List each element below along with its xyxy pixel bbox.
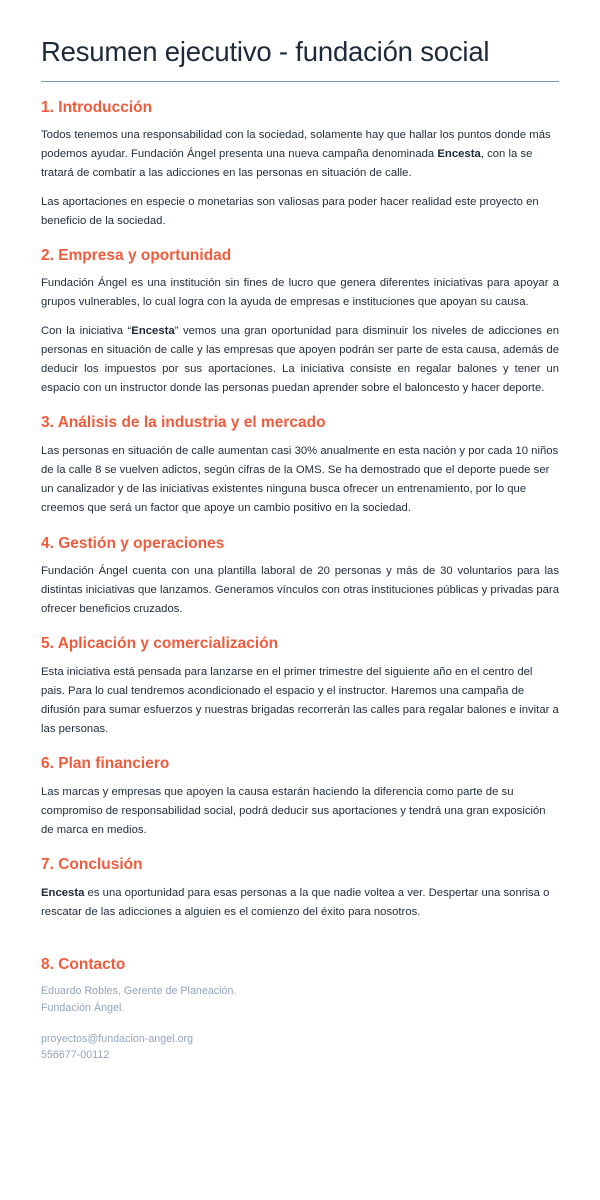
- sections-container: [41, 98, 559, 937]
- section-heading-5-aplicacion-y-comercializacion: 5. Aplicación y comercialización: [41, 635, 279, 653]
- contact-details: [41, 983, 559, 1064]
- body-text: Con la iniciativa “: [41, 324, 132, 337]
- section-heading-2-empresa-y-oportunidad: 2. Empresa y oportunidad: [41, 247, 232, 265]
- emphasis-text: Encesta: [131, 324, 175, 337]
- paragraph: [41, 322, 559, 399]
- contact-organization: Fundación Ángel.: [41, 1001, 125, 1014]
- spacer: [41, 398, 559, 413]
- section-heading-3-analisis-de-la-industria-y-el-mercado: 3. Análisis de la industria y el mercado: [41, 414, 326, 432]
- spacer: [41, 937, 559, 955]
- section-6-plan-financiero: [41, 754, 559, 840]
- contact-email[interactable]: proyectos@fundacion-angel.org: [41, 1032, 194, 1045]
- spacer: [41, 840, 559, 855]
- body-text: Fundación Ángel es una institución sin fines de lucro que genera diferentes iniciativas para apoyar a grupos vulnerables, lo cual logra con la ayuda de empresas e instituciones que apoyan su causa.: [41, 277, 559, 309]
- title-divider: [41, 81, 559, 82]
- emphasis-text: Encesta: [437, 148, 481, 161]
- paragraph: [41, 442, 559, 519]
- paragraph: [41, 783, 559, 841]
- paragraph: [41, 884, 559, 922]
- contact-name-role: Eduardo Robles, Gerente de Planeación.: [41, 985, 237, 998]
- section-4-gestion-y-operaciones: [41, 534, 559, 620]
- body-text: es una oportunidad para esas personas a la que nadie voltea a ver. Despertar una sonrisa o rescatar de las adicciones a alguien es el comienzo del éxito para nosotros.: [41, 886, 550, 918]
- section-heading-4-gestion-y-operaciones: 4. Gestión y operaciones: [41, 534, 225, 552]
- body-text: Esta iniciativa está pensada para lanzarse en el primer trimestre del siguiente año en el centro del pais. Para lo cual tendremos acondicionado el espacio y el instructor. Haremos una campaña de difusión para sumar esfuerzos y nuestras brigadas recorrerán las calles para regalar balones e invitar a las personas.: [41, 665, 559, 736]
- contact-phone[interactable]: 556677-00112: [41, 1049, 110, 1062]
- section-heading-1-introduccion: 1. Introducción: [41, 98, 153, 116]
- spacer: [41, 739, 559, 754]
- section-heading-7-conclusion: 7. Conclusión: [41, 856, 143, 874]
- body-text: , con la se tratará de combatir a las adicciones en las personas en situación de calle.: [41, 148, 533, 180]
- body-text: ” vemos una gran oportunidad para disminuir los niveles de adicciones en personas en situación de calle y las empresas que apoyen podrán ser parte de esta causa, además de deducir los impuestos por sus aportaciones. La iniciativa consiste en regalar balones y tener un espacio con un instructor donde las personas puedan aprender sobre el baloncesto y hacer deporte.: [41, 324, 559, 395]
- section-2-empresa-y-oportunidad: [41, 246, 559, 398]
- paragraph: [41, 562, 559, 620]
- body-text: Las personas en situación de calle aumentan casi 30% anualmente en esta nación y por cada 10 niños de la calle 8 se vuelven adictos, según cifras de la OMS. Se ha demostrado que el deporte puede ser un canalizador y de las iniciativas existentes ninguna busca ofrecer un entrenamiento, por lo que creemos que será un factor que apoye un cambio positivo en la sociedad.: [41, 444, 559, 515]
- body-text: Todos tenemos una responsabilidad con la sociedad, solamente hay que hallar los puntos donde más podemos ayudar. Fundación Ángel presenta una nueva campaña denominada: [41, 129, 551, 161]
- section-1-introduccion: [41, 98, 559, 231]
- section-heading-contacto: 8. Contacto: [41, 955, 126, 973]
- section-3-analisis-de-la-industria-y-el-mercado: [41, 413, 559, 518]
- spacer: [41, 519, 559, 534]
- section-contacto: [41, 955, 559, 1064]
- spacer: [41, 1017, 559, 1031]
- section-heading-6-plan-financiero: 6. Plan financiero: [41, 755, 170, 773]
- paragraph: [41, 193, 559, 231]
- page-title: Resumen ejecutivo - fundación social: [41, 36, 490, 67]
- section-7-conclusion: [41, 855, 559, 922]
- spacer: [41, 231, 559, 246]
- paragraph: [41, 126, 559, 184]
- section-5-aplicacion-y-comercializacion: [41, 634, 559, 739]
- emphasis-text: Encesta: [41, 886, 85, 899]
- paragraph: [41, 274, 559, 312]
- paragraph: [41, 663, 559, 740]
- body-text: Las marcas y empresas que apoyen la causa estarán haciendo la diferencia como parte de su compromiso de responsabilidad social, podrá deducir sus aportaciones y tendrá una gran exposición de marca en medios.: [41, 785, 546, 837]
- body-text: Las aportaciones en especie o monetarias son valiosas para poder hacer realidad este proyecto en beneficio de la sociedad.: [41, 195, 539, 227]
- body-text: Fundación Ángel cuenta con una plantilla laboral de 20 personas y más de 30 voluntarios para las distintas iniciativas que lanzamos. Generamos vínculos con otras instituciones públicas y privadas para ofrecer beneficios cruzados.: [41, 564, 559, 616]
- spacer: [41, 619, 559, 634]
- spacer: [41, 922, 559, 937]
